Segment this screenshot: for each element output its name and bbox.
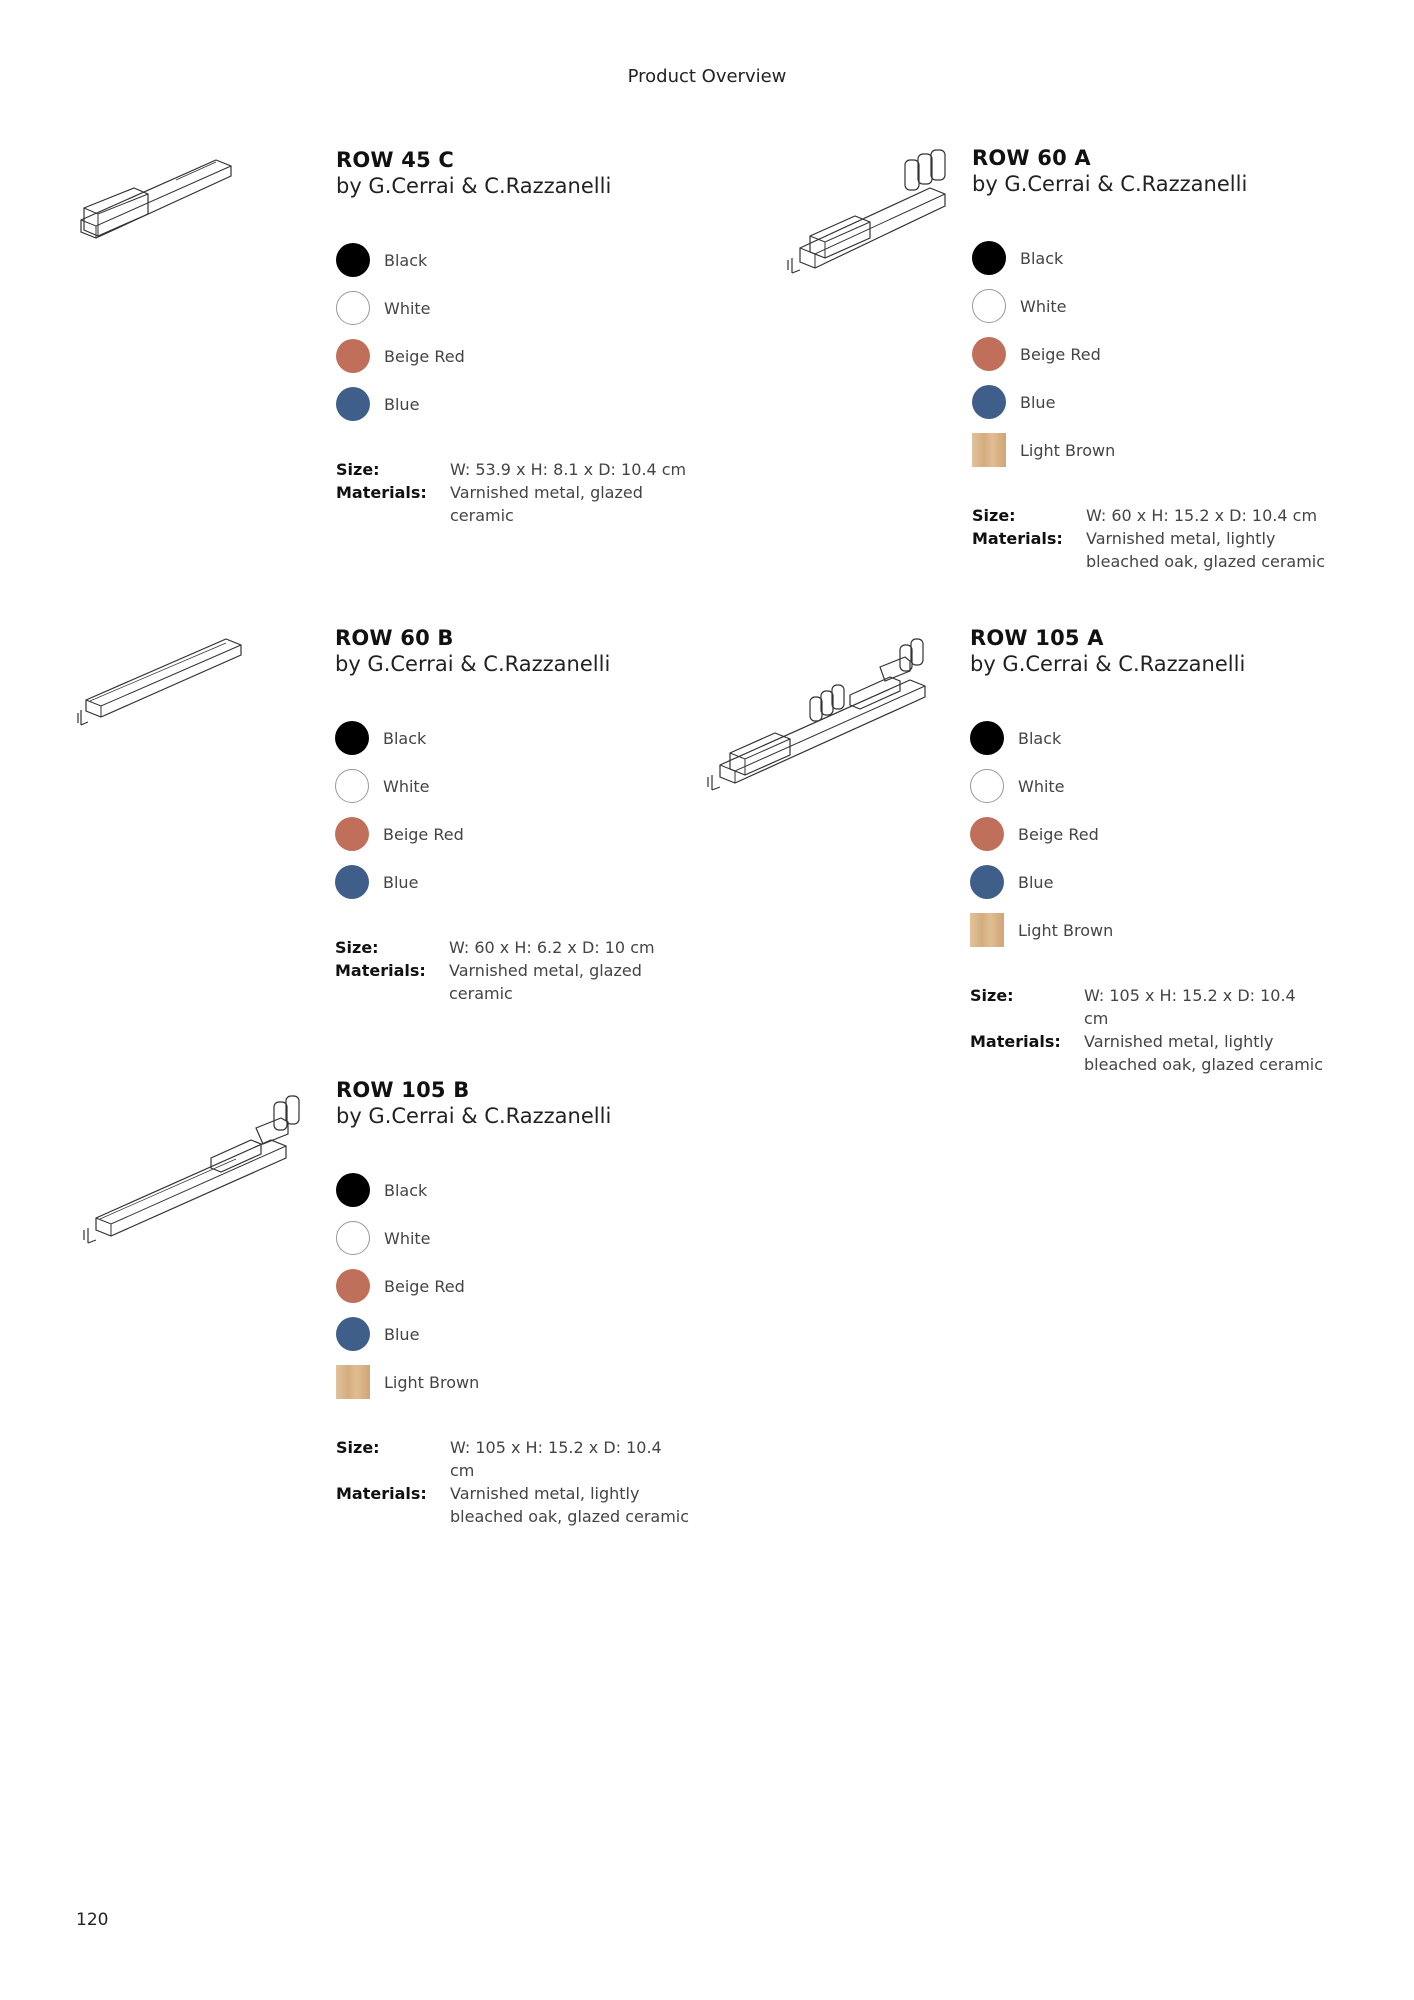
color-swatch: [972, 337, 1006, 371]
finish-option: [335, 864, 689, 900]
finish-option: [336, 1172, 690, 1208]
materials-spec-value: Varnished metal, glazed ceramic: [450, 483, 643, 525]
product-designer: by G.Cerrai & C.Razzanelli: [970, 652, 1246, 676]
product-name: ROW 60 A: [972, 146, 1091, 170]
finish-option: [970, 864, 1324, 900]
materials-spec-label: Materials:: [336, 483, 427, 502]
finish-label: Blue: [384, 1324, 420, 1344]
finish-option: [972, 432, 1326, 468]
size-spec: [336, 458, 690, 481]
finish-label: Black: [1018, 728, 1062, 748]
finish-label: Beige Red: [1018, 824, 1099, 844]
finish-option: [335, 768, 689, 804]
product-info: [335, 626, 689, 1005]
finish-swatch-list: [335, 720, 689, 900]
finish-option: [336, 386, 690, 422]
materials-spec: [335, 959, 689, 1005]
color-swatch: [970, 817, 1004, 851]
finish-label: Blue: [1020, 392, 1056, 412]
finish-label: White: [1018, 776, 1065, 796]
product-name: ROW 60 B: [335, 626, 454, 650]
finish-label: Light Brown: [384, 1372, 480, 1392]
size-spec: [970, 984, 1324, 1030]
finish-label: White: [1020, 296, 1067, 316]
color-swatch: [335, 865, 369, 899]
size-spec-value: W: 60 x H: 15.2 x D: 10.4 cm: [1086, 506, 1318, 525]
color-swatch: [336, 1269, 370, 1303]
size-spec-label: Size:: [336, 1438, 380, 1457]
product-specs: [335, 936, 689, 1005]
product-specs: [336, 1436, 690, 1528]
finish-label: Blue: [1018, 872, 1054, 892]
finish-option: [970, 720, 1324, 756]
finish-option: [336, 1316, 690, 1352]
finish-option: [336, 290, 690, 326]
size-spec-value: W: 60 x H: 6.2 x D: 10 cm: [449, 938, 655, 957]
color-swatch: [972, 289, 1006, 323]
color-swatch: [336, 1173, 370, 1207]
product-designer: by G.Cerrai & C.Razzanelli: [335, 652, 611, 676]
finish-label: Black: [384, 1180, 428, 1200]
row-45-c-illustration-icon: [76, 150, 246, 260]
finish-option: [336, 338, 690, 374]
color-swatch: [336, 1317, 370, 1351]
materials-spec-label: Materials:: [972, 529, 1063, 548]
materials-spec-label: Materials:: [970, 1032, 1061, 1051]
size-spec-label: Size:: [972, 506, 1016, 525]
materials-spec: [336, 1482, 690, 1528]
size-spec-label: Size:: [335, 938, 379, 957]
color-swatch: [970, 865, 1004, 899]
materials-spec-value: Varnished metal, lightly bleached oak, glazed ceramic: [1084, 1032, 1324, 1074]
size-spec-label: Size:: [336, 460, 380, 479]
color-swatch: [335, 817, 369, 851]
finish-option: [336, 1364, 690, 1400]
finish-label: White: [384, 1228, 431, 1248]
size-spec-value: W: 105 x H: 15.2 x D: 10.4 cm: [450, 1438, 662, 1480]
color-swatch: [972, 385, 1006, 419]
product-designer: by G.Cerrai & C.Razzanelli: [972, 172, 1248, 196]
finish-option: [970, 816, 1324, 852]
page-number: 120: [76, 1910, 109, 1930]
materials-spec-value: Varnished metal, lightly bleached oak, glazed ceramic: [1086, 529, 1326, 571]
product-specs: [970, 984, 1324, 1076]
finish-option: [972, 336, 1326, 372]
color-swatch: [336, 387, 370, 421]
row-60-a-illustration-icon: [780, 148, 960, 283]
finish-label: Beige Red: [1020, 344, 1101, 364]
color-swatch: [336, 1221, 370, 1255]
product-info: [336, 148, 690, 527]
size-spec-label: Size:: [970, 986, 1014, 1005]
product-name: ROW 105 B: [336, 1078, 470, 1102]
row-105-b-illustration-icon: [76, 1078, 316, 1248]
finish-label: Light Brown: [1020, 440, 1116, 460]
product-info: [336, 1078, 690, 1528]
finish-option: [336, 1268, 690, 1304]
finish-swatch-list: [972, 240, 1326, 468]
color-swatch: [335, 721, 369, 755]
finish-swatch-list: [970, 720, 1324, 948]
finish-label: Blue: [383, 872, 419, 892]
page-header-title: Product Overview: [627, 66, 787, 87]
color-swatch: [970, 721, 1004, 755]
finish-option: [335, 720, 689, 756]
color-swatch: [336, 291, 370, 325]
finish-label: White: [384, 298, 431, 318]
size-spec-value: W: 105 x H: 15.2 x D: 10.4 cm: [1084, 986, 1296, 1028]
finish-label: Beige Red: [384, 346, 465, 366]
product-specs: [972, 504, 1326, 573]
finish-label: Black: [383, 728, 427, 748]
row-60-b-illustration-icon: [76, 625, 246, 735]
color-swatch: [336, 339, 370, 373]
product-info: [972, 146, 1326, 573]
size-spec: [336, 1436, 690, 1482]
color-swatch: [336, 1365, 370, 1399]
materials-spec-value: Varnished metal, lightly bleached oak, glazed ceramic: [450, 1484, 690, 1526]
finish-option: [970, 912, 1324, 948]
color-swatch: [970, 913, 1004, 947]
product-designer: by G.Cerrai & C.Razzanelli: [336, 174, 612, 198]
row-105-a-illustration-icon: [700, 625, 940, 795]
product-designer: by G.Cerrai & C.Razzanelli: [336, 1104, 612, 1128]
finish-option: [972, 240, 1326, 276]
finish-label: White: [383, 776, 430, 796]
materials-spec-value: Varnished metal, glazed ceramic: [449, 961, 642, 1003]
size-spec-value: W: 53.9 x H: 8.1 x D: 10.4 cm: [450, 460, 687, 479]
finish-option: [336, 242, 690, 278]
finish-label: Beige Red: [384, 1276, 465, 1296]
product-info: [970, 626, 1324, 1076]
product-name: ROW 45 C: [336, 148, 455, 172]
finish-label: Black: [1020, 248, 1064, 268]
finish-option: [335, 816, 689, 852]
finish-label: Blue: [384, 394, 420, 414]
materials-spec: [972, 527, 1326, 573]
finish-swatch-list: [336, 1172, 690, 1400]
materials-spec: [970, 1030, 1324, 1076]
finish-option: [972, 384, 1326, 420]
color-swatch: [972, 433, 1006, 467]
finish-label: Beige Red: [383, 824, 464, 844]
color-swatch: [335, 769, 369, 803]
finish-option: [972, 288, 1326, 324]
finish-option: [970, 768, 1324, 804]
materials-spec-label: Materials:: [335, 961, 426, 980]
size-spec: [335, 936, 689, 959]
finish-swatch-list: [336, 242, 690, 422]
color-swatch: [336, 243, 370, 277]
materials-spec: [336, 481, 690, 527]
materials-spec-label: Materials:: [336, 1484, 427, 1503]
product-specs: [336, 458, 690, 527]
finish-label: Black: [384, 250, 428, 270]
product-name: ROW 105 A: [970, 626, 1104, 650]
color-swatch: [970, 769, 1004, 803]
finish-option: [336, 1220, 690, 1256]
size-spec: [972, 504, 1326, 527]
finish-label: Light Brown: [1018, 920, 1114, 940]
color-swatch: [972, 241, 1006, 275]
